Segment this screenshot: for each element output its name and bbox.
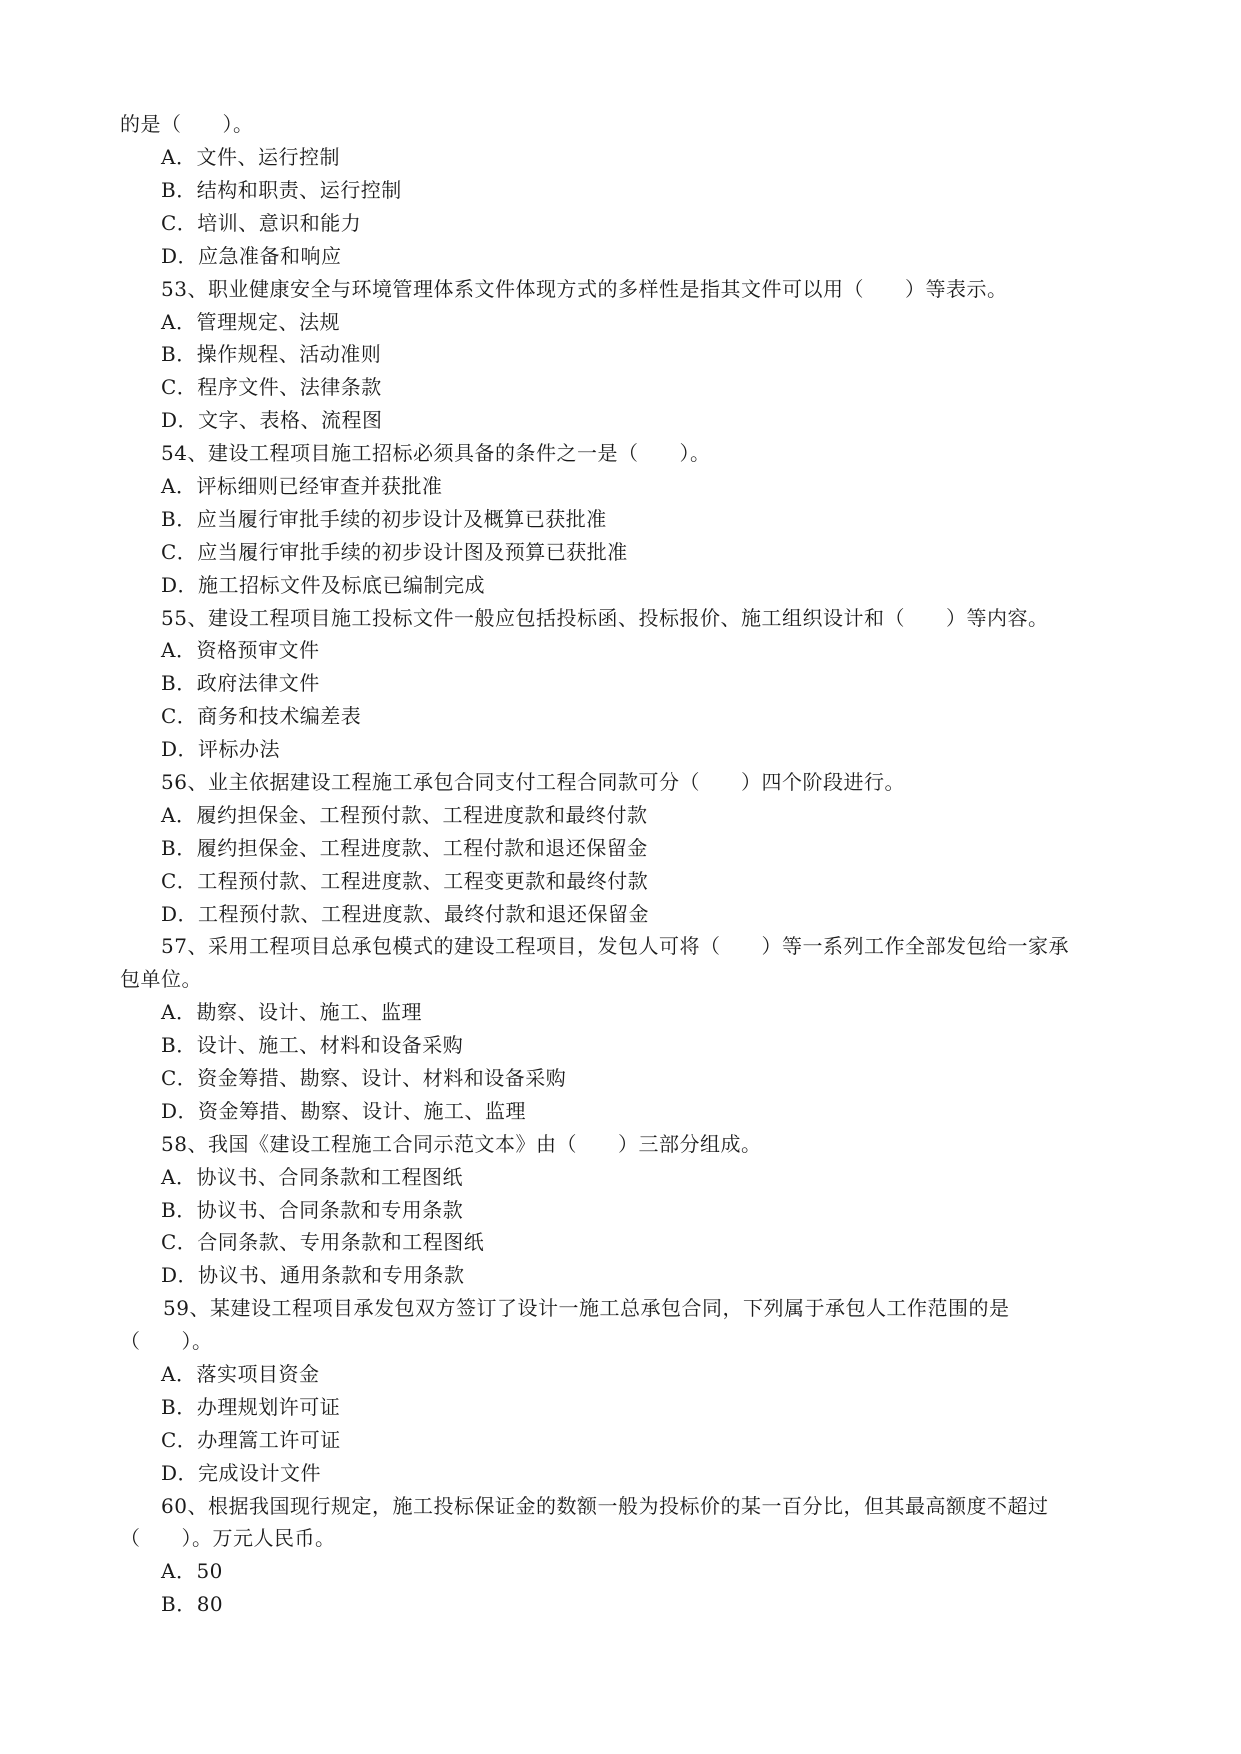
option-b: B．履约担保金、工程进度款、工程付款和退还保留金 [161, 836, 648, 860]
option-c: C．程序文件、法律条款 [161, 375, 382, 399]
option-d: D．完成设计文件 [161, 1461, 322, 1485]
option-a: A．资格预审文件 [161, 638, 320, 662]
question-57: 57、采用工程项目总承包模式的建设工程项目，发包人可将（ ）等一系列工作全部发包给一家承 [161, 934, 1069, 958]
option-b: B．80 [161, 1592, 224, 1616]
option-d: D．资金筹措、勘察、设计、施工、监理 [161, 1099, 527, 1123]
question-60-continuation: （ ）。万元人民币。 [120, 1526, 336, 1550]
question-57-continuation: 包单位。 [120, 967, 202, 991]
question-59: 59、某建设工程项目承发包双方签订了设计一施工总承包合同，下列属于承包人工作范围的是 [163, 1296, 1010, 1320]
option-d: D．文字、表格、流程图 [161, 408, 383, 432]
option-c: C．合同条款、专用条款和工程图纸 [161, 1230, 485, 1254]
option-b: B．应当履行审批手续的初步设计及概算已获批准 [161, 507, 607, 531]
option-c: C．培训、意识和能力 [161, 211, 362, 235]
option-a: A．管理规定、法规 [161, 310, 340, 334]
option-a: A．50 [161, 1559, 223, 1583]
option-d: D．工程预付款、工程进度款、最终付款和退还保留金 [161, 902, 650, 926]
option-b: B．操作规程、活动准则 [161, 342, 382, 366]
option-b: B．结构和职责、运行控制 [161, 178, 402, 202]
option-c: C．办理篙工许可证 [161, 1428, 341, 1452]
question-54: 54、建设工程项目施工招标必须具备的条件之一是（ ）。 [161, 441, 711, 465]
option-a: A．文件、运行控制 [161, 145, 340, 169]
option-c: C．工程预付款、工程进度款、工程变更款和最终付款 [161, 869, 649, 893]
question-continuation: 的是（ ）。 [120, 112, 254, 136]
option-b: B．办理规划许可证 [161, 1395, 341, 1419]
option-c: C．资金筹措、勘察、设计、材料和设备采购 [161, 1066, 567, 1090]
option-c: C．商务和技术编差表 [161, 704, 362, 728]
option-a: A．协议书、合同条款和工程图纸 [161, 1165, 463, 1189]
option-d: D．协议书、通用条款和专用条款 [161, 1263, 465, 1287]
option-c: C．应当履行审批手续的初步设计图及预算已获批准 [161, 540, 628, 564]
question-56: 56、业主依据建设工程施工承包合同支付工程合同款可分（ ）四个阶段进行。 [161, 770, 905, 794]
question-59-continuation: （ ）。 [120, 1329, 213, 1353]
option-d: D．施工招标文件及标底已编制完成 [161, 573, 486, 597]
question-60: 60、根据我国现行规定，施工投标保证金的数额一般为投标价的某一百分比，但其最高额度不超过 [161, 1494, 1049, 1518]
option-a: A．勘察、设计、施工、监理 [161, 1000, 422, 1024]
option-b: B．协议书、合同条款和专用条款 [161, 1198, 464, 1222]
option-b: B．设计、施工、材料和设备采购 [161, 1033, 464, 1057]
option-a: A．落实项目资金 [161, 1362, 320, 1386]
question-58: 58、我国《建设工程施工合同示范文本》由（ ）三部分组成。 [161, 1132, 762, 1156]
option-a: A．评标细则已经审查并获批准 [161, 474, 443, 498]
option-a: A．履约担保金、工程预付款、工程进度款和最终付款 [161, 803, 648, 827]
option-b: B．政府法律文件 [161, 671, 320, 695]
option-d: D．评标办法 [161, 737, 281, 761]
question-53: 53、职业健康安全与环境管理体系文件体现方式的多样性是指其文件可以用（ ）等表示。 [161, 277, 1008, 301]
question-55: 55、建设工程项目施工投标文件一般应包括投标函、投标报价、施工组织设计和（ ）等内容。 [161, 606, 1049, 630]
option-d: D．应急准备和响应 [161, 244, 342, 268]
